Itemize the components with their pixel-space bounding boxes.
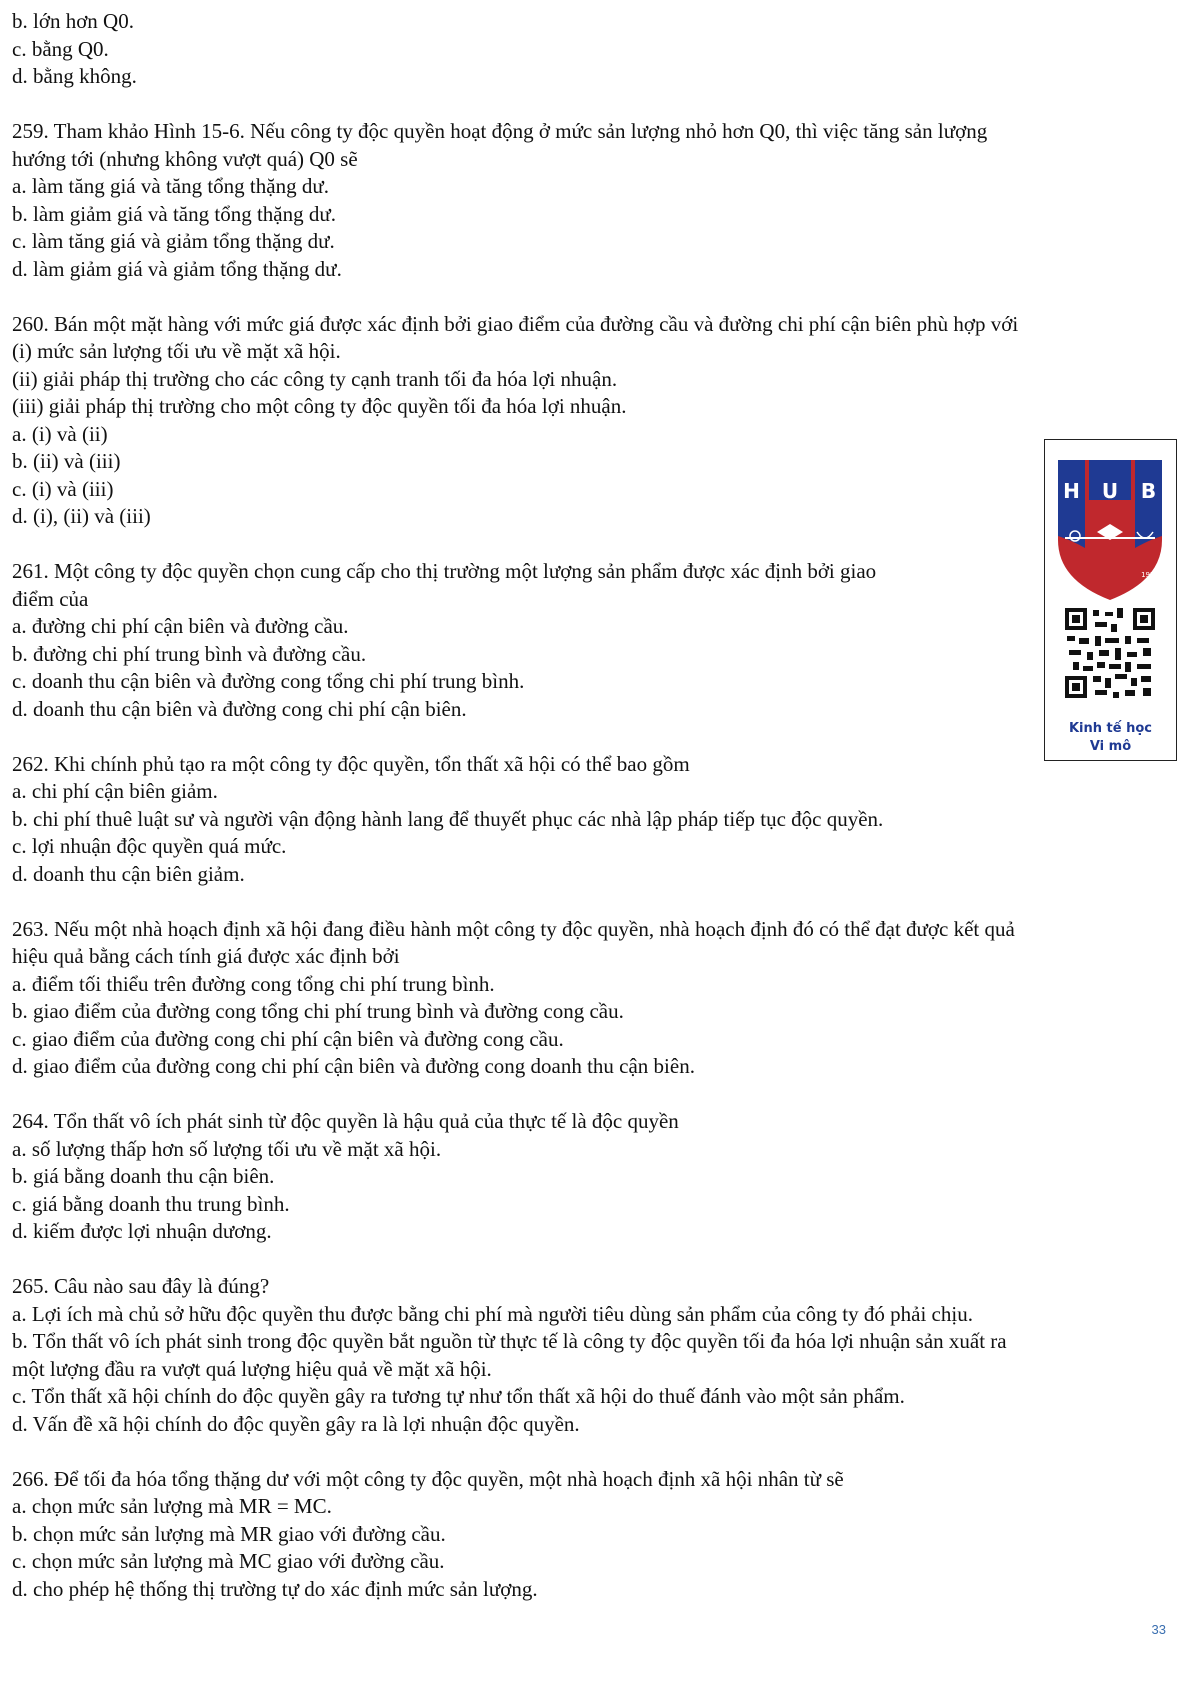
option-line: b. làm giảm giá và tăng tổng thặng dư. (12, 201, 336, 226)
option-line: a. chi phí cận biên giảm. (12, 779, 218, 803)
qr-code-icon (1065, 608, 1155, 698)
option-line: b. đường chi phí trung bình và đường cầu. (12, 641, 367, 666)
course-badge (1044, 439, 1177, 761)
logo-letter: B (1140, 479, 1157, 503)
question-stem: 263. Nếu một nhà hoạch định xã hội đang điều hành một công ty độc quyền, nhà hoạch định đó có thể đạt được kết quả (12, 916, 1015, 941)
option-line: d. làm giảm giá và giảm tổng thặng dư. (12, 256, 342, 281)
option-line: a. điểm tối thiểu trên đường cong tổng chi phí trung bình. (12, 971, 495, 996)
question-stem: 266. Để tối đa hóa tổng thặng dư với một công ty độc quyền, một nhà hoạch định xã hội nhân từ sẽ (12, 1466, 844, 1491)
option-line: c. giao điểm của đường cong chi phí cận biên và đường cong cầu. (12, 1026, 564, 1051)
question-list (12, 8, 1172, 1603)
option-line: c. bằng Q0. (12, 36, 109, 61)
question-stem: hướng tới (nhưng không vượt quá) Q0 sẽ (12, 146, 358, 171)
option-line: c. lợi nhuận độc quyền quá mức. (12, 834, 287, 858)
logo-letter: H (1063, 479, 1080, 503)
option-line: b. (ii) và (iii) (12, 449, 121, 473)
question-stem: 265. Câu nào sau đây là đúng? (12, 1274, 270, 1298)
question-stem: 260. Bán một mặt hàng với mức giá được xác định bởi giao điểm của đường cầu và đường chi phí cận biên phù hợp với (12, 311, 1019, 336)
option-line: d. bằng không. (12, 64, 137, 88)
option-line: b. lớn hơn Q0. (12, 9, 134, 33)
option-line: c. làm tăng giá và giảm tổng thặng dư. (12, 229, 335, 253)
option-line: b. chọn mức sản lượng mà MR giao với đường cầu. (12, 1521, 446, 1546)
question-stem: 259. Tham khảo Hình 15-6. Nếu công ty độc quyền hoạt động ở mức sản lượng nhỏ hơn Q0, thì việc tăng sản lượng (12, 119, 988, 143)
badge-subtitle: Vi mô (1089, 739, 1132, 754)
question-stem: (i) mức sản lượng tối ưu về mặt xã hội. (12, 339, 341, 363)
question-stem: điểm của (12, 586, 89, 611)
option-line: b. Tổn thất vô ích phát sinh trong độc quyền bắt nguồn từ thực tế là công ty độc quyền tối đa hóa lợi nhuận sản xuất ra (12, 1329, 1007, 1353)
option-line: c. chọn mức sản lượng mà MC giao với đường cầu. (12, 1549, 445, 1573)
year-label: 1976 (1141, 571, 1159, 579)
option-line: a. chọn mức sản lượng mà MR = MC. (12, 1494, 332, 1518)
option-line: d. doanh thu cận biên giảm. (12, 861, 245, 886)
page-number: 33 (1151, 1622, 1166, 1637)
question-stem: (iii) giải pháp thị trường cho một công ty độc quyền tối đa hóa lợi nhuận. (12, 394, 627, 418)
option-line: b. giao điểm của đường cong tổng chi phí trung bình và đường cong cầu. (12, 999, 624, 1023)
option-line: a. đường chi phí cận biên và đường cầu. (12, 614, 349, 638)
option-line: b. giá bằng doanh thu cận biên. (12, 1164, 275, 1188)
hub-logo (1045, 440, 1175, 760)
option-line: c. (i) và (iii) (12, 476, 114, 501)
option-line: c. Tổn thất xã hội chính do độc quyền gây ra tương tự như tổn thất xã hội do thuế đánh vào một sản phẩm. (12, 1384, 905, 1408)
option-line: a. Lợi ích mà chủ sở hữu độc quyền thu được bằng chi phí mà người tiêu dùng sản phẩm của công ty đó phải chịu. (12, 1301, 973, 1326)
question-stem: hiệu quả bằng cách tính giá được xác định bởi (12, 944, 400, 968)
question-stem: 264. Tổn thất vô ích phát sinh từ độc quyền là hậu quả của thực tế là độc quyền (12, 1109, 679, 1133)
badge-title: Kinh tế học (1068, 721, 1152, 736)
option-line: d. kiếm được lợi nhuận dương. (12, 1219, 272, 1243)
question-stem: (ii) giải pháp thị trường cho các công ty cạnh tranh tối đa hóa lợi nhuận. (12, 366, 618, 391)
question-stem: 261. Một công ty độc quyền chọn cung cấp cho thị trường một lượng sản phẩm được xác định bởi giao (12, 559, 877, 583)
option-line: d. giao điểm của đường cong chi phí cận biên và đường cong doanh thu cận biên. (12, 1054, 695, 1078)
question-stem: 262. Khi chính phủ tạo ra một công ty độc quyền, tổn thất xã hội có thể bao gồm (12, 751, 690, 776)
option-line: a. (i) và (ii) (12, 421, 108, 446)
option-line: d. doanh thu cận biên và đường cong chi phí cận biên. (12, 696, 467, 721)
option-line: a. số lượng thấp hơn số lượng tối ưu về mặt xã hội. (12, 1136, 442, 1161)
option-line: c. doanh thu cận biên và đường cong tổng chi phí trung bình. (12, 669, 525, 693)
option-line: b. chi phí thuê luật sư và người vận động hành lang để thuyết phục các nhà lập pháp tiếp tục độc quyền. (12, 806, 884, 831)
logo-letter: U (1101, 479, 1119, 503)
option-line: d. Vấn đề xã hội chính do độc quyền gây ra là lợi nhuận độc quyền. (12, 1411, 580, 1436)
option-line: c. giá bằng doanh thu trung bình. (12, 1191, 290, 1216)
option-line: a. làm tăng giá và tăng tổng thặng dư. (12, 174, 329, 198)
option-line: d. (i), (ii) và (iii) (12, 504, 151, 528)
option-line: d. cho phép hệ thống thị trường tự do xác định mức sản lượng. (12, 1576, 538, 1601)
option-line: một lượng đầu ra vượt quá lượng hiệu quả về mặt xã hội. (12, 1356, 492, 1381)
